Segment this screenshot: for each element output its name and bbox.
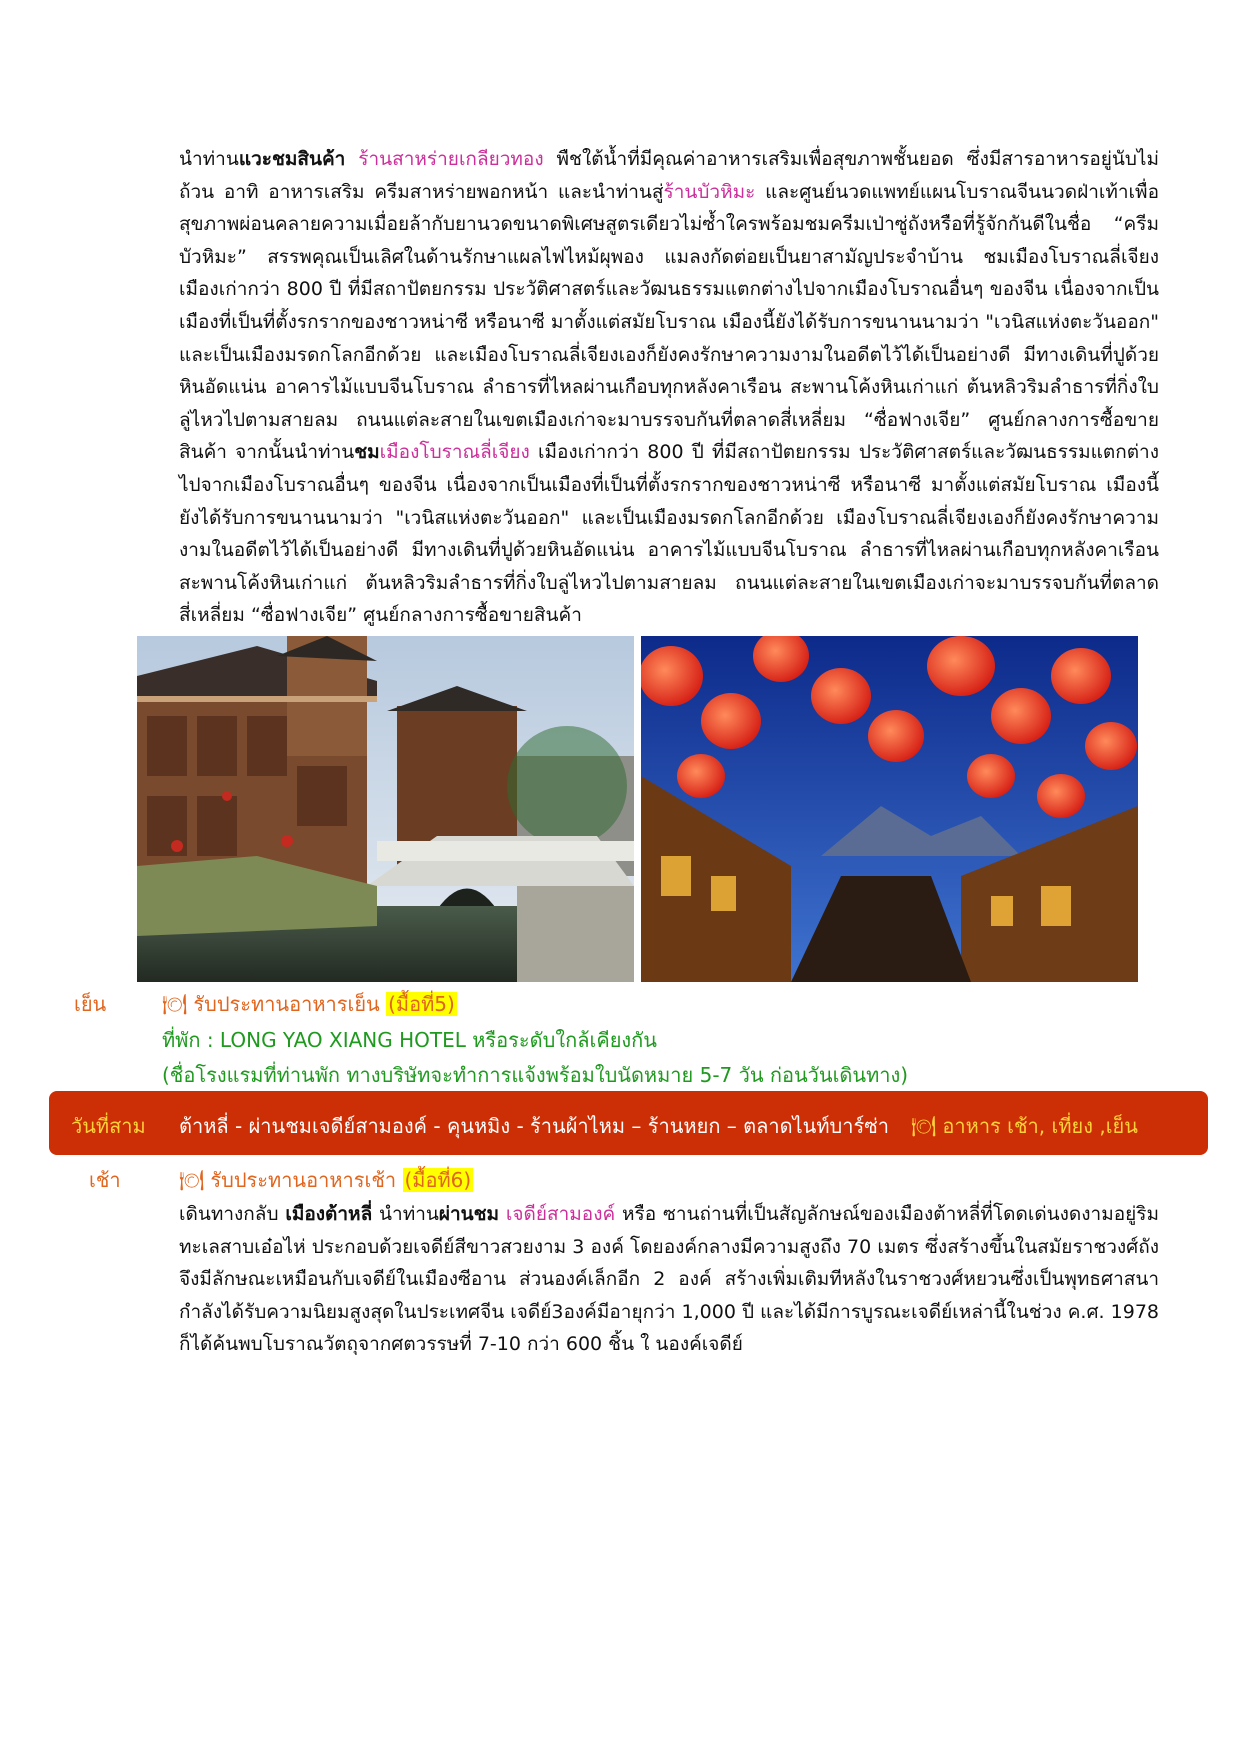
text-run: หรือ ซานถ่านที่เป็นสัญลักษณ์ของเมืองต้าหลี่ที่โดดเด่นงดงามอยู่ริมทะเลสาบเอ๋อไห่ ประกอบด้วยเจดีย์สีขาวสวยงาม 3 องค์ โดยองค์กลางมีความสูงถึง 70 เมตร ซึ่งสร้างขึ้นในสมัยราชวงศ์ถัง จึงมีลักษณะเหมือนกับเจดีย์ในเมืองซีอาน ส่วนองค์เล็กอีก 2 องค์ สร้างเพิ่มเติมทีหลังในราชวงศ์หยวนซึ่งเป็นพุทธศาสนากำลังได้รับความนิยมสูงสุดในประเทศจีน เจดีย์3องค์มีอายุกว่า 1,000 ปี และได้มีการบูรณะเจดีย์เหล่านี้ในช่วง ค.ศ. 1978 ก็ได้ค้นพบโบราณวัตถุจากศตวรรษที่ 7-10 กว่า 600 ชิ้น ใ นองค์เจดีย์ [179,1203,1160,1356]
text-run: นำท่าน [179,148,239,170]
lijiang-old-town-name: เมืองโบราณลี่เจียง [379,441,530,464]
evening-time-label: เย็น [74,992,107,1016]
day3-label: วันที่สาม [71,1114,146,1138]
morning-time-label: เช้า [89,1168,121,1192]
lantern-street-photo [641,636,1138,982]
snow-lotus-shop-name: ร้านบัวหิมะ [663,180,756,203]
hotel-note-line: (ชื่อโรงแรมที่ท่านพัก ทางบริษัทจะทำการแจ้งพร้อมใบนัดหมาย 5-7 วัน ก่อนวันเดินทาง) [162,1063,909,1087]
day3-header-bar [49,1091,1208,1155]
plate-cutlery-icon: 🍽 [179,1168,205,1192]
day3-route: ต้าหลี่ - ผ่านชมเจดีย์สามองค์ - คุนหมิง - ร้านผ้าไหม – ร้านหยก – ตลาดไนท์บาร์ซ่า [179,1114,890,1138]
text-run [499,1203,506,1225]
day3-meals [911,1110,1138,1142]
evening-meal-text: รับประทานอาหารเย็น [193,992,380,1016]
day3-meals-text: อาหาร เช้า, เที่ยง ,เย็น [942,1114,1138,1138]
lijiang-description-paragraph [179,143,1159,632]
morning-meal-line [179,1164,473,1196]
text-run: และศูนย์นวดแพทย์แผนโบราณจีนนวดฝ่าเท้าเพื่อสุขภาพผ่อนคลายความเมื่อยล้ากับยานวดขนาดพิเศษสูตรเดียวไม่ซ้ำใครพร้อมชมครีมเป่าซู่ถังหรือที่รู้จักกันดีในชื่อ “ครีมบัวหิมะ” สรรพคุณเป็นเลิศในด้านรักษาแผลไฟไหม้ผุพอง แมลงกัดต่อยเป็นยาสามัญประจำบ้าน ชมเมืองโบราณลี่เจียง เมืองเก่ากว่า 800 ปี ที่มีสถาปัตยกรรม ประวัติศาสตร์และวัฒนธรรมแตกต่างไปจากเมืองโบราณอื่นๆ ของจีน เนื่องจากเป็นเมืองที่เป็นที่ตั้งรกรากของชาวหน่าซี หรือนาซี มาตั้งแต่สมัยโบราณ เมืองนี้ยังได้รับการขนานนามว่า "เวนิสแห่งตะวันออก" และเป็นเมืองมรดกโลกอีกด้วย และเมืองโบราณลี่เจียงเองก็ยังคงรักษาความงามในอดีตไว้ได้เป็นอย่างดี มีทางเดินที่ปูด้วยหินอัดแน่น อาคารไม้แบบจีนโบราณ ลำธารที่ไหลผ่านเกือบทุกหลังคาเรือน สะพานโค้งหินเก่าแก่ ต้นหลิวริมลำธารที่กิ่งใบลู่ไหวไปตามสายลม ถนนแต่ละสายในเขตเมืองเก่าจะมาบรรจบกันที่ตลาดสี่เหลี่ยม “ซื่อฟางเจีย” ศูนย์กลางการซื้อขายสินค้า จากนั้นนำท่าน [179,180,1159,464]
bold-shop-visit: แวะชมสินค้า [238,148,346,170]
plate-cutlery-icon: 🍽 [911,1114,937,1138]
bold-pass-by: ผ่านชม [438,1203,500,1225]
text-run [345,148,358,170]
spirulina-shop-name: ร้านสาหร่ายเกลียวทอง [358,148,544,170]
lijiang-bridge-photo [137,636,634,982]
text-run: เมืองเก่ากว่า 800 ปี ที่มีสถาปัตยกรรม ประวัติศาสตร์และวัฒนธรรมแตกต่างไปจากเมืองโบราณอื่นๆ ของจีน เนื่องจากเป็นเมืองที่เป็นที่ตั้งรกรากของชาวหน่าซี หรือนาซี มาตั้งแต่สมัยโบราณ เมืองนี้ยังได้รับการขนานนามว่า "เวนิสแห่งตะวันออก" และเป็นเมืองมรดกโลกอีกด้วย เมืองโบราณลี่เจียงเองก็ยังคงรักษาความงามในอดีตไว้ได้เป็นอย่างดี มีทางเดินที่ปูด้วยหินอัดแน่น อาคารไม้แบบจีนโบราณ ลำธารที่ไหลผ่านเกือบทุกหลังคาเรือน สะพานโค้งหินเก่าแก่ ต้นหลิวริมลำธารที่กิ่งใบลู่ไหวไปตามสายลม ถนนแต่ละสายในเขตเมืองเก่าจะมาบรรจบกันที่ตลาดสี่เหลี่ยม “ซื่อฟางเจีย” ศูนย์กลางการซื้อขายสินค้า [179,441,1160,627]
three-pagodas-paragraph [179,1198,1159,1361]
plate-cutlery-icon: 🍽 [162,992,188,1016]
three-pagodas-name: เจดีย์สามองค์ [505,1203,616,1225]
morning-meal-number: (มื้อที่6) [404,1168,472,1192]
hotel-line: ที่พัก : LONG YAO XIANG HOTEL หรือระดับใกล้เคียงกัน [162,1028,657,1052]
bold-dali-city: เมืองต้าหลี่ [285,1203,373,1225]
bold-visit: ชม [354,441,380,464]
morning-meal-text: รับประทานอาหารเช้า [210,1168,397,1192]
text-run: เดินทางกลับ [179,1203,286,1225]
evening-meal-line [162,988,457,1020]
evening-meal-number: (มื้อที่5) [388,992,455,1016]
text-run: นำท่าน [372,1203,439,1225]
text-run: พืชใต้น้ำที่มีคุณค่าอาหารเสริมเพื่อสุขภาพชั้นยอด ซึ่งมีสารอาหารอยู่นับไม่ถ้วน อาทิ อาหารเสริม ครีมสาหร่ายพอกหน้า และนำท่านสู่ [179,148,1160,203]
